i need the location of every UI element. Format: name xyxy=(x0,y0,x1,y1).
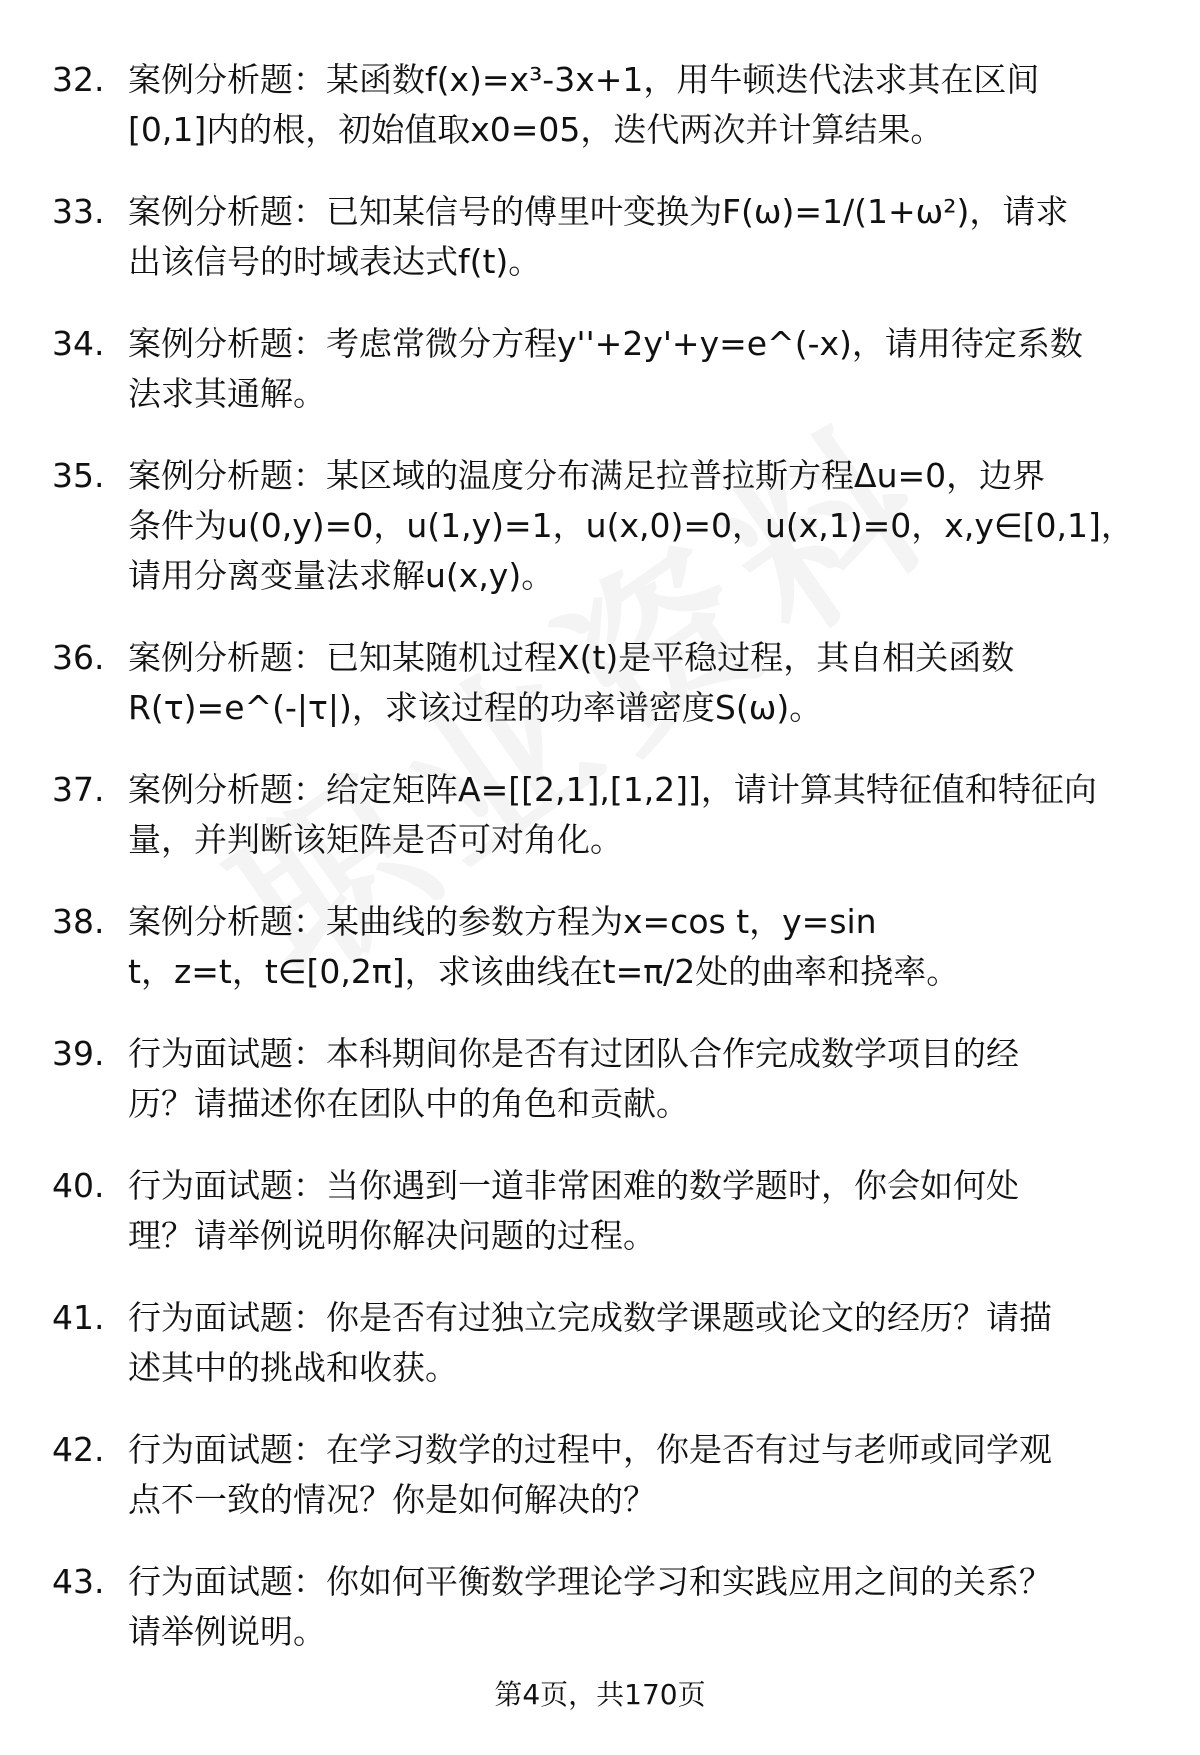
question-text: 案例分析题：考虑常微分方程y''+2y'+y=e^(-x)，请用待定系数 法求其通解。 xyxy=(128,324,1083,413)
question-number: 33. xyxy=(52,192,105,231)
question-number: 40. xyxy=(52,1166,105,1205)
question-number: 42. xyxy=(52,1430,105,1469)
question-list xyxy=(0,55,1200,1689)
question-number: 41. xyxy=(52,1298,105,1337)
question-number: 36. xyxy=(52,638,105,677)
question-item xyxy=(0,1293,1200,1393)
question-text: 案例分析题：某函数f(x)=x³-3x+1，用牛顿迭代法求其在区间 [0,1]内的根，初始值取x0=05，迭代两次并计算结果。 xyxy=(128,60,1040,149)
question-text: 案例分析题：某区域的温度分布满足拉普拉斯方程Δu=0，边界 条件为u(0,y)=0，u(1,y)=1，u(x,0)=0，u(x,1)=0，x,y∈[0,1]， 请用分离变量法求解u(x,y)。 xyxy=(128,456,1134,595)
question-text: 行为面试题：你如何平衡数学理论学习和实践应用之间的关系？ 请举例说明。 xyxy=(128,1562,1052,1651)
question-number: 37. xyxy=(52,770,105,809)
question-number: 38. xyxy=(52,902,105,941)
question-text: 行为面试题：本科期间你是否有过团队合作完成数学项目的经 历？请描述你在团队中的角色和贡献。 xyxy=(128,1034,1019,1123)
question-text: 行为面试题：当你遇到一道非常困难的数学题时，你会如何处 理？请举例说明你解决问题的过程。 xyxy=(128,1166,1019,1255)
question-text: 案例分析题：已知某随机过程X(t)是平稳过程，其自相关函数 R(τ)=e^(-|τ|)，求该过程的功率谱密度S(ω)。 xyxy=(128,638,1015,727)
question-number: 32. xyxy=(52,60,105,99)
question-item xyxy=(0,451,1200,601)
question-text: 行为面试题：在学习数学的过程中，你是否有过与老师或同学观 点不一致的情况？你是如何解决的？ xyxy=(128,1430,1052,1519)
question-item xyxy=(0,1557,1200,1657)
question-item xyxy=(0,765,1200,865)
question-text: 案例分析题：某曲线的参数方程为x=cos t，y=sin t，z=t，t∈[0,2π]，求该曲线在t=π/2处的曲率和挠率。 xyxy=(128,902,960,991)
question-text: 行为面试题：你是否有过独立完成数学课题或论文的经历？请描 述其中的挑战和收获。 xyxy=(128,1298,1052,1387)
question-item xyxy=(0,1425,1200,1525)
question-text: 案例分析题：已知某信号的傅里叶变换为F(ω)=1/(1+ω²)，请求 出该信号的时域表达式f(t)。 xyxy=(128,192,1069,281)
question-item xyxy=(0,897,1200,997)
page-footer: 第4页，共170页 xyxy=(494,1678,706,1711)
question-item xyxy=(0,187,1200,287)
question-number: 34. xyxy=(52,324,105,363)
question-text: 案例分析题：给定矩阵A=[[2,1],[1,2]]，请计算其特征值和特征向 量，并判断该矩阵是否可对角化。 xyxy=(128,770,1097,859)
question-number: 39. xyxy=(52,1034,105,1073)
question-item xyxy=(0,1161,1200,1261)
question-item xyxy=(0,55,1200,155)
question-item xyxy=(0,1029,1200,1129)
question-number: 43. xyxy=(52,1562,105,1601)
question-item xyxy=(0,319,1200,419)
question-item xyxy=(0,633,1200,733)
question-number: 35. xyxy=(52,456,105,495)
